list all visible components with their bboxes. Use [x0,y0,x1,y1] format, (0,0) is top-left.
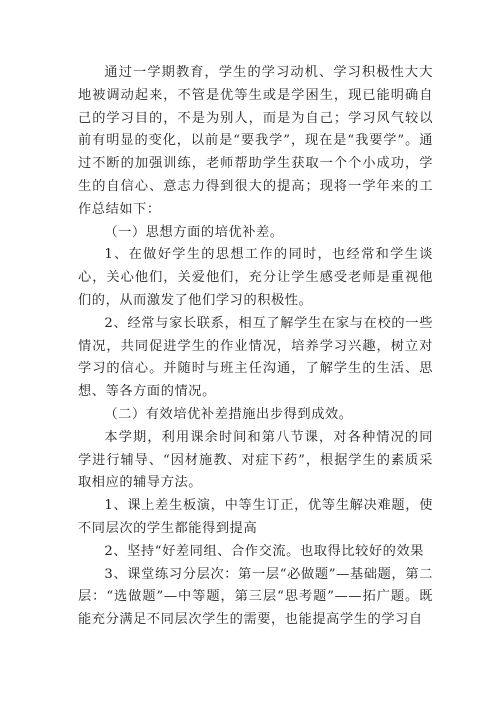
section-heading-ideology: （一）思想方面的培优补差。 [104,224,284,240]
ideology-item-2: 2、经常与家长联系，相互了解学生在家与在校的一些情况，共同促进学生的作业情况，培养学习兴趣，树立对学习的信心。并随时与班主任沟通，了解学生的生活、思想、等各方面的情况。 [78,315,433,400]
measures-item-3: 3、课堂练习分层次：第一层“必做题”—基础题，第二层：“选做题”—中等题，第三层“思考题”——拓广题。既能充分满足不同层次学生的需要，也能提高学生的学习自 [78,566,433,628]
ideology-item-1: 1、在做好学生的思想工作的同时，也经常和学生谈心，关心他们，关爱他们，充分让学生感受老师是重视他们的，从而激发了他们学习的积极性。 [78,247,433,308]
measures-item-1: 1、课上差生板演，中等生订正，优等生解决难题，使不同层次的学生都能得到提高 [78,498,433,536]
document-body [78,62,433,632]
intro-paragraph: 通过一学期教育，学生的学习动机、学习积极性大大地被调动起来，不管是优等生或是学困生，现已能明确自己的学习目的，不是为别人，而是为自己；学习风气较以前有明显的变化，以前是“要我学”，现在是“我要学”。通过不断的加强训练，老师帮助学生获取一个个小成功，学生的自信心、意志力得到很大的提高；现将一学年来的工作总结如下： [78,65,433,217]
measures-item-2: 2、坚持“好差同组、合作交流。也取得比较好的效果 [104,543,425,559]
measures-intro-paragraph: 本学期，利用课余时间和第八节课，对各种情况的同学进行辅导、“因材施教、对症下药”，根据学生的素质采取相应的辅导方法。 [78,429,433,491]
section-heading-measures: （二）有效培优补差措施出步得到成效。 [104,406,353,422]
